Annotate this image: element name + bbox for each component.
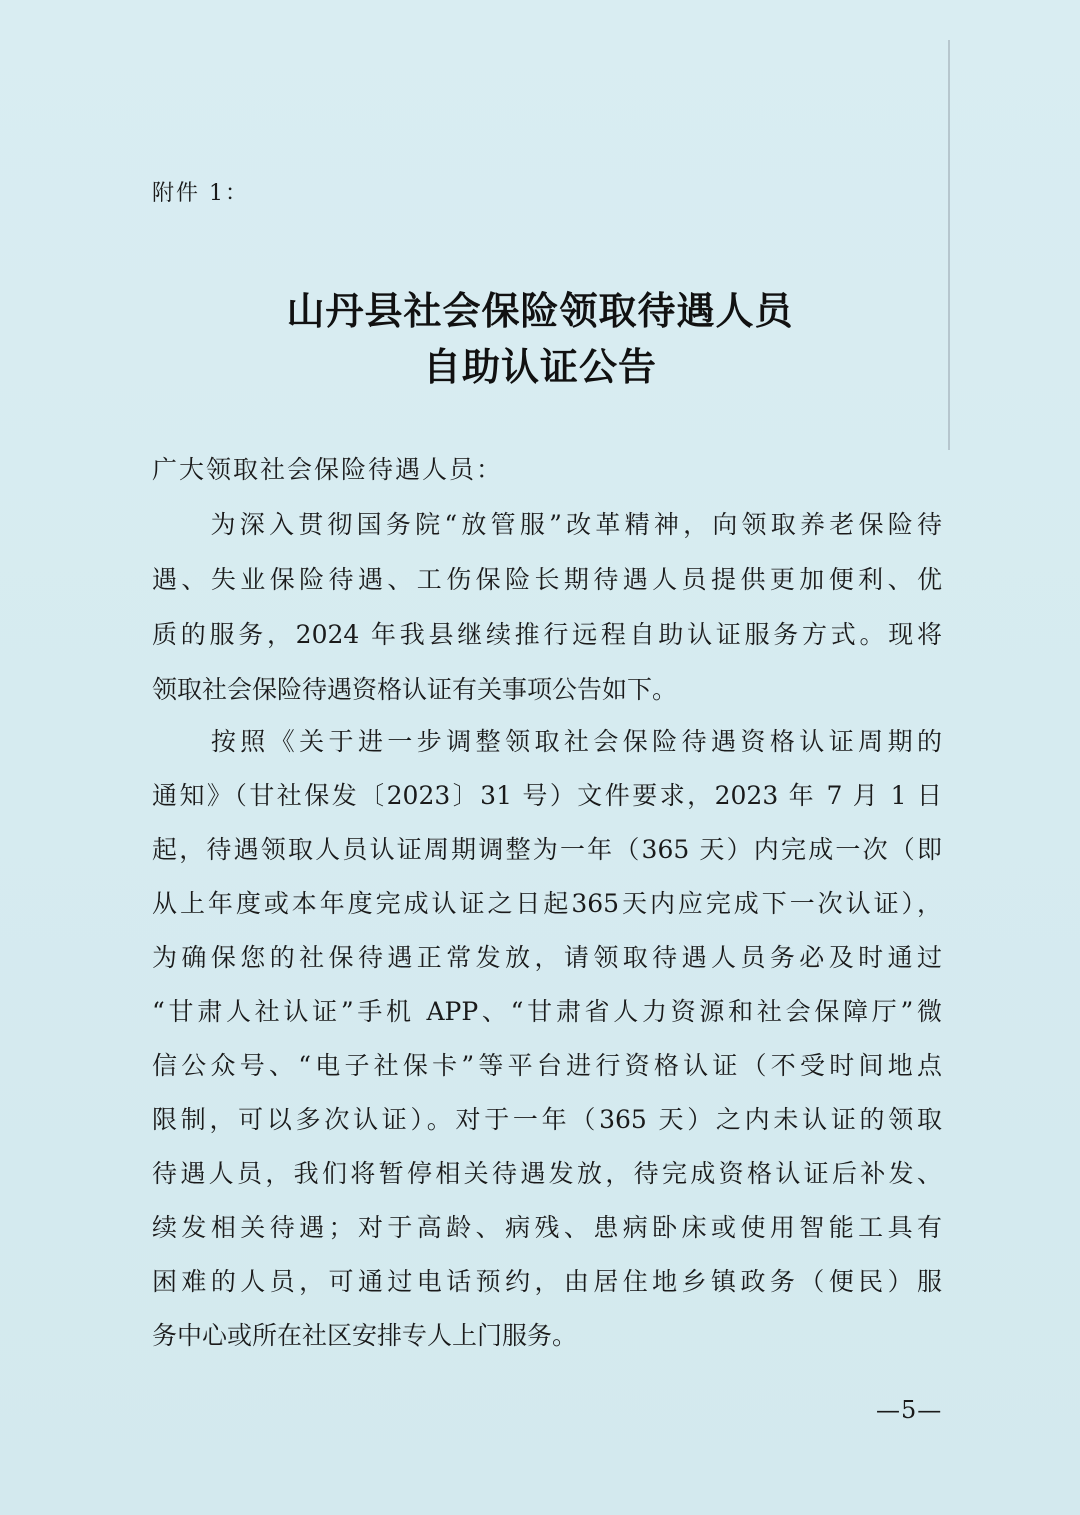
paragraph2-line: “甘肃人社认证”手机 APP、“甘肃省人力资源和社会保障厅”微 [152, 997, 942, 1026]
paragraph1-line: 为深入贯彻国务院“放管服”改革精神，向领取养老保险待 [152, 510, 942, 539]
paragraph2-line: 信公众号、“电子社保卡”等平台进行资格认证（不受时间地点 [152, 1051, 942, 1080]
paragraph2-line: 从上年度或本年度完成认证之日起365天内应完成下一次认证）， [152, 889, 942, 918]
page-number: —5— [876, 1396, 943, 1424]
document-title-line1: 山丹县社会保险领取待遇人员 [286, 288, 794, 333]
salutation: 广大领取社会保险待遇人员： [152, 455, 504, 484]
paragraph2-line: 为确保您的社保待遇正常发放，请领取待遇人员务必及时通过 [152, 943, 942, 972]
paragraph1-line: 领取社会保险待遇资格认证有关事项公告如下。 [152, 675, 678, 704]
paragraph1-line: 遇、失业保险待遇、工伤保险长期待遇人员提供更加便利、优 [152, 565, 942, 594]
paragraph2-line: 限制，可以多次认证）。对于一年（365 天）之内未认证的领取 [152, 1105, 942, 1134]
document-title-line2: 自助认证公告 [422, 344, 657, 389]
paragraph2-line: 按照《关于进一步调整领取社会保险待遇资格认证周期的 [152, 727, 942, 756]
paragraph2-line: 困难的人员，可通过电话预约，由居住地乡镇政务（便民）服 [152, 1267, 942, 1296]
attachment-label: 附件 1： [152, 181, 249, 206]
paragraph1-line: 质的服务，2024 年我县继续推行远程自助认证服务方式。现将 [152, 620, 942, 649]
paragraph2-line: 待遇人员，我们将暂停相关待遇发放，待完成资格认证后补发、 [152, 1159, 942, 1188]
paragraph2-line: 通知》（甘社保发〔2023〕31 号）文件要求，2023 年 7 月 1 日 [152, 781, 942, 810]
paragraph2-line: 起，待遇领取人员认证周期调整为一年（365 天）内完成一次（即 [152, 835, 942, 864]
paragraph2-line: 续发相关待遇；对于高龄、病残、患病卧床或使用智能工具有 [152, 1213, 942, 1242]
paragraph2-line: 务中心或所在社区安排专人上门服务。 [152, 1321, 578, 1350]
